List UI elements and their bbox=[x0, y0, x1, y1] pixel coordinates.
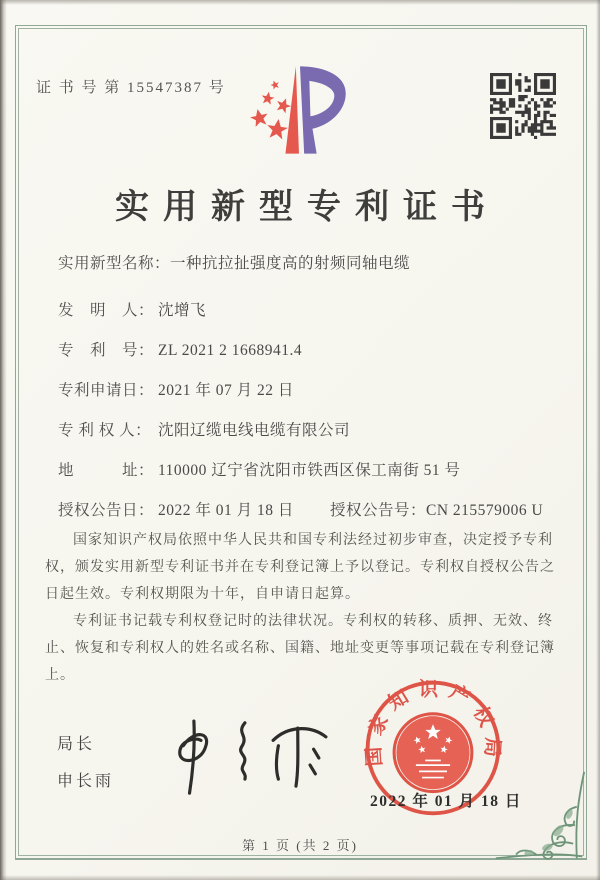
corner-ornament-icon bbox=[494, 770, 586, 862]
qr-code bbox=[490, 73, 556, 139]
field-label: 专利申请日： bbox=[58, 382, 155, 399]
legal-paragraph-2: 专利证书记载专利权登记时的法律状况。专利权的转移、质押、无效、终止、恢复和专利权人的姓名或名称、国籍、地址变更等事项记载在专利登记簿上。 bbox=[45, 614, 555, 684]
director-title: 局长 bbox=[57, 736, 96, 753]
scan-edge-shadow-right bbox=[596, 0, 600, 880]
field-label: 发 明 人： bbox=[58, 302, 155, 319]
field-row-patentee bbox=[58, 418, 564, 440]
certificate-title: 实用新型专利证书 bbox=[115, 189, 499, 226]
cnipa-logo-icon bbox=[248, 64, 352, 156]
certificate-number: 证 书 号 第 15547387 号 bbox=[36, 80, 226, 96]
grant-date: 授权公告日： 2022 年 01 月 18 日 bbox=[58, 502, 294, 519]
page-footer: 第 1 页 (共 2 页) bbox=[242, 838, 358, 853]
seal-date: 2022 年 01 月 18 日 bbox=[370, 793, 522, 810]
scan-edge-shadow-top bbox=[0, 0, 600, 5]
legal-paragraph-1: 国家知识产权局依照中华人民共和国专利法经过初步审查，决定授予专利权，颁发实用新型专利证书并在专利登记簿上予以登记。专利权自授权公告之日起生效。专利权期限为十年，自申请日起算。 bbox=[45, 533, 555, 603]
scan-edge-shadow-left bbox=[0, 0, 7, 880]
field-value: ZL 2021 2 1668941.4 bbox=[158, 342, 303, 359]
director-name: 申长雨 bbox=[57, 773, 115, 790]
seal-text: 国家知识产权局 bbox=[363, 679, 503, 767]
field-row-patent-no bbox=[58, 338, 564, 360]
field-row-name bbox=[58, 251, 564, 273]
certificate-fields bbox=[58, 251, 564, 538]
field-label: 实用新型名称： bbox=[58, 255, 171, 272]
field-value: 沈阳辽缆电线电缆有限公司 bbox=[158, 422, 351, 439]
legal-text bbox=[45, 527, 560, 689]
grant-number: 授权公告号：CN 215579006 U bbox=[330, 502, 544, 519]
field-value: 一种抗拉扯强度高的射频同轴电缆 bbox=[170, 255, 411, 272]
field-value: 沈增飞 bbox=[158, 302, 207, 319]
director-signature bbox=[158, 714, 353, 802]
scan-edge-shadow-bottom bbox=[0, 875, 600, 880]
field-value: 2021 年 07 月 22 日 bbox=[158, 382, 294, 399]
field-label: 专 利 权 人： bbox=[58, 422, 152, 439]
field-value: 110000 辽宁省沈阳市铁西区保工南街 51 号 bbox=[158, 462, 461, 479]
field-label: 专 利 号： bbox=[58, 342, 155, 359]
signoff-block bbox=[57, 731, 114, 805]
field-row-address bbox=[58, 458, 564, 480]
field-label: 地 址： bbox=[58, 462, 155, 479]
field-row-inventor bbox=[58, 298, 564, 320]
field-row-filing-date bbox=[58, 378, 564, 400]
field-row-grant bbox=[58, 498, 564, 520]
